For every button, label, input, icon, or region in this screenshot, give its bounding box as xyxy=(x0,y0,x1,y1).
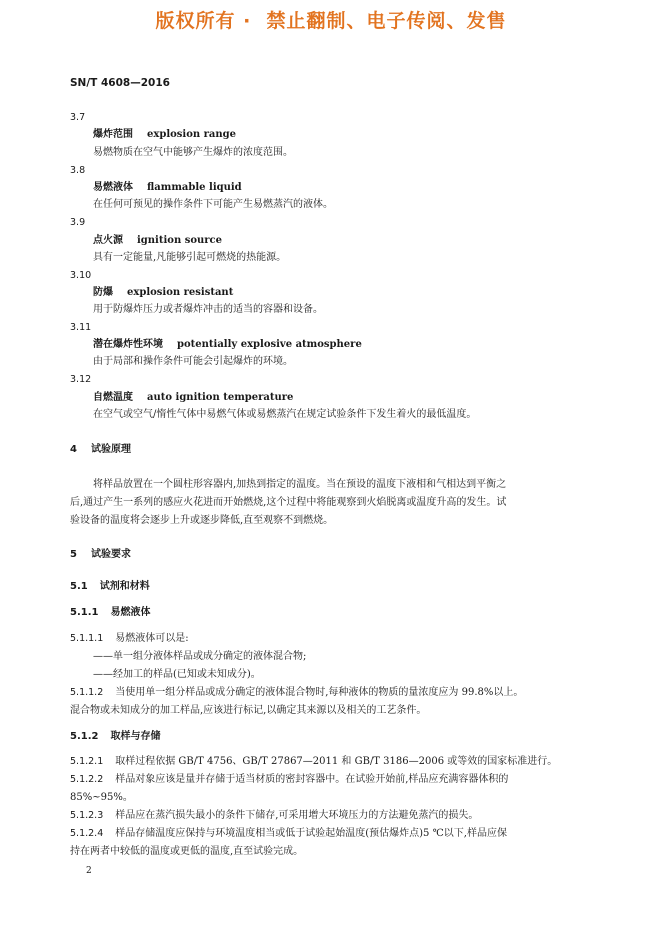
clause-number: 5.1.2.4 xyxy=(70,828,104,839)
page-number: 2 xyxy=(86,866,92,876)
document-code-header: SN/T 4608—2016 xyxy=(70,77,170,89)
clause-number: 5.1.1.1 xyxy=(70,633,104,644)
section-number: 4 xyxy=(70,444,77,455)
subsection-title: 取样与存储 xyxy=(110,731,161,742)
clause-continuation: 85%~95%。 xyxy=(70,792,133,803)
clause-text: 易燃液体可以是: xyxy=(115,633,189,644)
clause-line xyxy=(70,773,508,786)
term-en: explosion range xyxy=(147,129,237,140)
term-definition: 由于局部和操作条件可能会引起爆炸的环境。 xyxy=(93,356,293,367)
term-zh: 易燃液体 xyxy=(93,182,133,193)
term-number: 3.8 xyxy=(70,165,86,176)
term-zh: 潜在爆炸性环境 xyxy=(93,339,163,350)
term-definition: 在任何可预见的操作条件下可能产生易燃蒸汽的液体。 xyxy=(93,199,333,210)
clause-text: 样品对象应该是量并存储于适当材质的密封容器中。在试验开始前,样品应充满容器体积的 xyxy=(115,774,509,785)
list-item: ——经加工的样品(已知或未知成分)。 xyxy=(93,669,261,680)
term-number: 3.11 xyxy=(70,322,92,333)
term-definition: 易燃物质在空气中能够产生爆炸的浓度范围。 xyxy=(93,147,293,158)
clause-line xyxy=(70,755,557,768)
list-item: ——单一组分液体样品或成分确定的液体混合物; xyxy=(93,651,307,662)
clause-line xyxy=(70,809,478,822)
clause-number: 5.1.2.2 xyxy=(70,774,104,785)
subsection-title: 试剂和材料 xyxy=(99,581,150,592)
clause-continuation: 混合物或未知成分的加工样品,应该进行标记,以确定其来源以及相关的工艺条件。 xyxy=(70,705,427,716)
term-heading xyxy=(93,128,236,141)
section-number: 5 xyxy=(70,549,77,560)
clause-line xyxy=(70,632,189,645)
subsection-heading xyxy=(70,580,150,593)
section-heading xyxy=(70,548,131,561)
clause-text: 当使用单一组分样品或成分确定的液体混合物时,每种液体的物质的量浓度应为 99.8%以上。 xyxy=(115,687,524,698)
section-heading xyxy=(70,443,131,456)
term-zh: 自燃温度 xyxy=(93,392,133,403)
term-heading xyxy=(93,286,233,299)
term-en: potentially explosive atmosphere xyxy=(177,339,362,350)
paragraph-line: 将样品放置在一个圆柱形容器内,加热到指定的温度。当在预设的温度下液相和气相达到平衡之 xyxy=(93,479,507,490)
clause-line xyxy=(70,686,523,699)
term-heading xyxy=(93,234,222,247)
clause-text: 样品应在蒸汽损失最小的条件下储存,可采用增大环境压力的方法避免蒸汽的损失。 xyxy=(115,810,479,821)
term-zh: 爆炸范围 xyxy=(93,129,133,140)
clause-text: 样品存储温度应保持与环境温度相当或低于试验起始温度(预估爆炸点)5 ℃以下,样品应保 xyxy=(115,828,507,839)
clause-line xyxy=(70,827,507,840)
term-heading xyxy=(93,181,242,194)
term-number: 3.10 xyxy=(70,270,92,281)
term-heading xyxy=(93,338,362,351)
term-en: explosion resistant xyxy=(127,287,234,298)
section-title: 试验原理 xyxy=(90,444,131,455)
clause-continuation: 持在两者中较低的温度或更低的温度,直至试验完成。 xyxy=(70,846,304,857)
term-heading xyxy=(93,391,293,404)
clause-number: 5.1.1.2 xyxy=(70,687,104,698)
term-number: 3.12 xyxy=(70,374,92,385)
copyright-watermark: 版权所有 · 禁止翻制、电子传阅、发售 xyxy=(155,10,507,32)
term-en: ignition source xyxy=(137,235,222,246)
clause-number: 5.1.2.3 xyxy=(70,810,104,821)
subsection-number: 5.1.1 xyxy=(70,607,99,618)
paragraph-line: 验设备的温度将会逐步上升或逐步降低,直至观察不到燃烧。 xyxy=(70,515,334,526)
term-zh: 点火源 xyxy=(93,235,123,246)
section-title: 试验要求 xyxy=(90,549,131,560)
clause-text: 取样过程依据 GB/T 4756、GB/T 27867—2011 和 GB/T 3186—2006 或等效的国家标准进行。 xyxy=(115,756,558,767)
subsection-number: 5.1 xyxy=(70,581,88,592)
term-zh: 防爆 xyxy=(93,287,113,298)
term-definition: 具有一定能量,凡能够引起可燃烧的热能源。 xyxy=(93,252,287,263)
subsection-heading xyxy=(70,730,160,743)
clause-number: 5.1.2.1 xyxy=(70,756,104,767)
subsection-title: 易燃液体 xyxy=(110,607,151,618)
subsection-heading xyxy=(70,606,150,619)
term-en: flammable liquid xyxy=(147,182,242,193)
term-definition: 在空气或空气/惰性气体中易燃气体或易燃蒸汽在规定试验条件下发生着火的最低温度。 xyxy=(93,409,477,420)
term-number: 3.9 xyxy=(70,217,86,228)
term-number: 3.7 xyxy=(70,112,86,123)
term-en: auto ignition temperature xyxy=(147,392,294,403)
subsection-number: 5.1.2 xyxy=(70,731,99,742)
term-definition: 用于防爆炸压力或者爆炸冲击的适当的容器和设备。 xyxy=(93,304,323,315)
paragraph-line: 后,通过产生一系列的感应火花进而开始燃烧,这个过程中将能观察到火焰脱离或温度升高的发生。试 xyxy=(70,497,507,508)
